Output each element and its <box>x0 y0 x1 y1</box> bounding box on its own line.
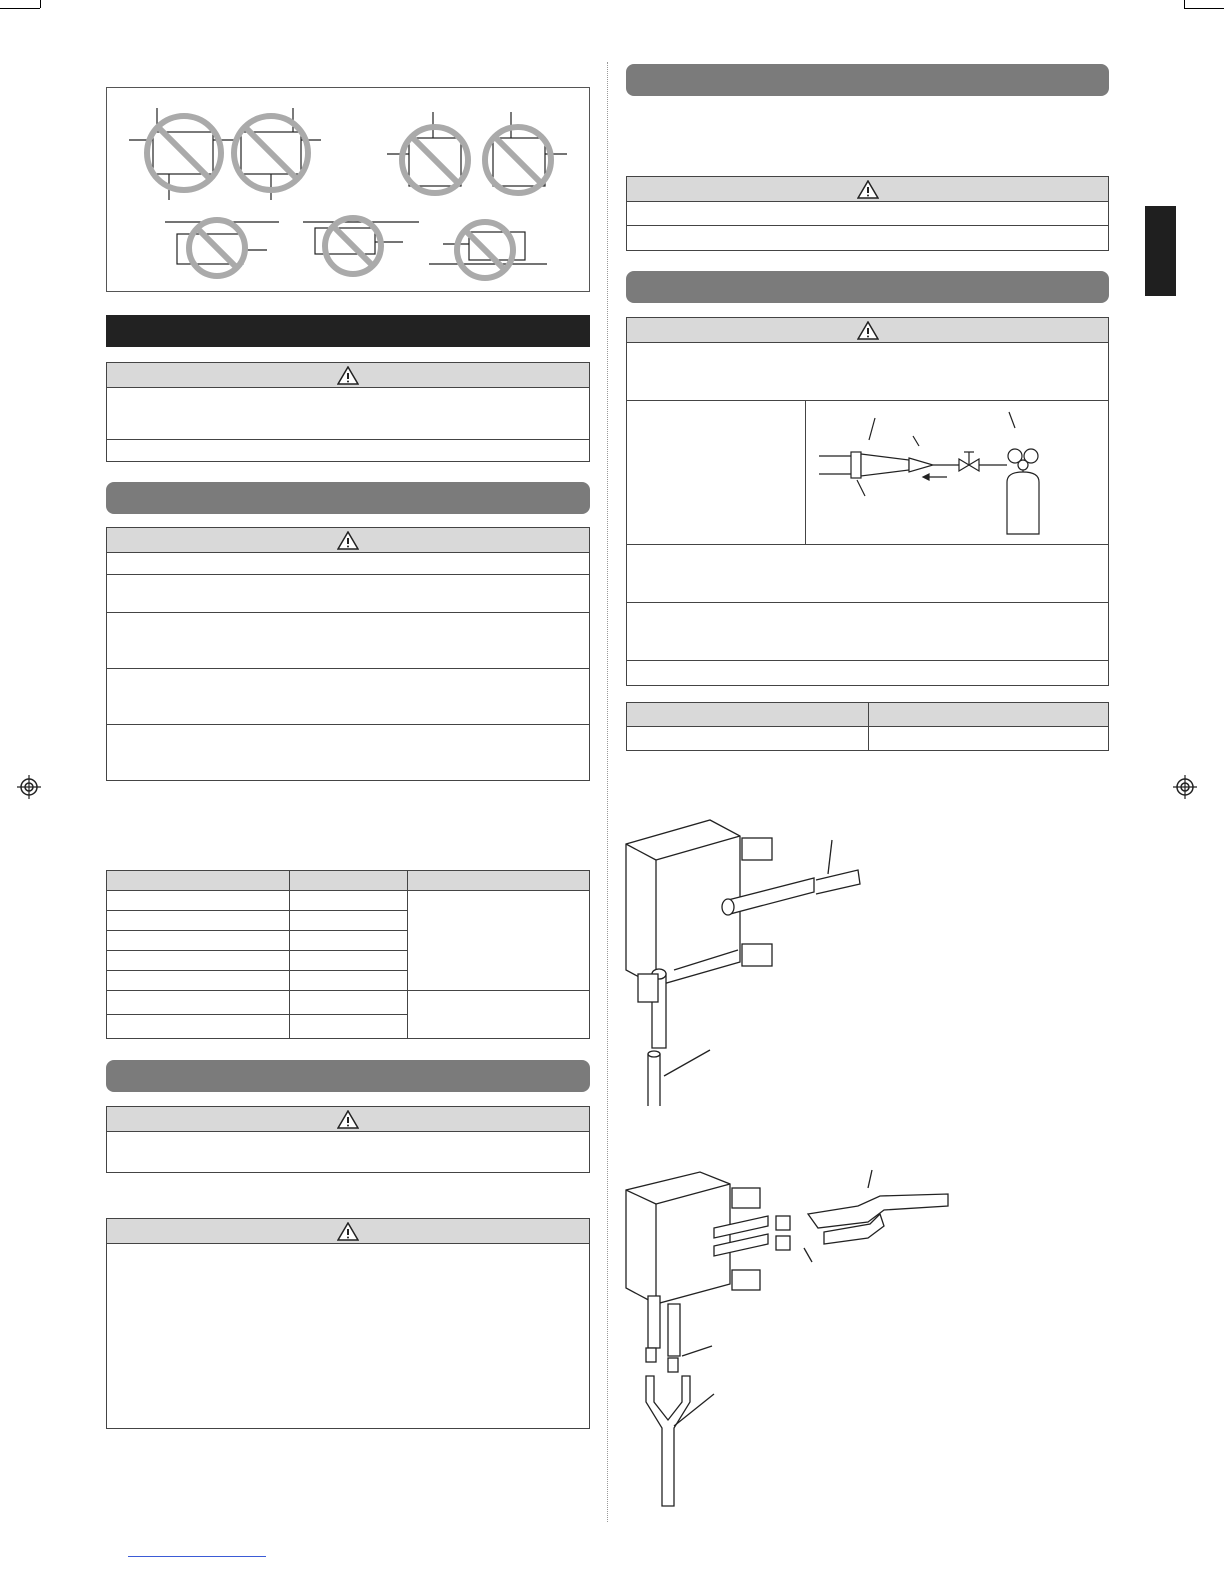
crop-mark-top-right-h <box>1184 8 1224 9</box>
brazing-figure <box>809 406 1107 540</box>
warning-header <box>107 363 589 388</box>
warning-box <box>106 1106 590 1173</box>
row-divider <box>107 574 589 575</box>
cell-divider <box>805 400 806 544</box>
crop-mark-top-left-v <box>40 0 41 8</box>
table-header-cell <box>290 871 408 891</box>
orientation-figure <box>106 87 590 292</box>
warning-header <box>107 528 589 553</box>
warning-triangle-icon <box>857 321 879 340</box>
row-divider <box>627 225 1108 226</box>
table-cell <box>408 991 590 1039</box>
table-cell <box>107 911 290 931</box>
specification-table <box>626 702 1109 751</box>
table-cell <box>107 931 290 951</box>
row-divider <box>107 612 589 613</box>
warning-triangle-icon <box>857 180 879 199</box>
prohibited-orientations-drawing <box>107 88 589 291</box>
warning-box <box>106 527 590 781</box>
row-divider <box>107 724 589 725</box>
registration-mark-icon <box>16 774 42 800</box>
specification-table <box>106 870 590 1039</box>
warning-box <box>106 1218 590 1429</box>
registration-mark-icon <box>1172 774 1198 800</box>
table-cell <box>290 951 408 971</box>
table-cell <box>290 891 408 911</box>
warning-triangle-icon <box>337 531 359 550</box>
table-cell <box>290 971 408 991</box>
section-header-bar <box>626 64 1109 96</box>
table-cell <box>627 727 869 751</box>
row-divider <box>627 400 1108 401</box>
table-cell <box>107 991 290 1015</box>
table-header-cell <box>107 871 290 891</box>
row-divider <box>627 544 1108 545</box>
branch-pipe-figure <box>618 1166 958 1522</box>
table-header-cell <box>627 703 869 727</box>
language-side-tab <box>1145 206 1176 296</box>
warning-header <box>107 1107 589 1132</box>
warning-header <box>107 1219 589 1244</box>
section-header-bar <box>106 315 590 347</box>
column-divider <box>607 62 608 1522</box>
table-cell <box>290 1015 408 1039</box>
table-cell <box>107 951 290 971</box>
table-cell <box>107 891 290 911</box>
table-cell <box>107 1015 290 1039</box>
footer-link-underline[interactable] <box>128 1556 266 1557</box>
row-divider <box>627 660 1108 661</box>
warning-triangle-icon <box>337 1110 359 1129</box>
pipe-connection-figure <box>618 814 878 1110</box>
section-header-bar <box>106 1060 590 1092</box>
warning-header <box>627 177 1108 202</box>
table-header-cell <box>408 871 590 891</box>
section-header-bar <box>106 482 590 514</box>
table-cell <box>408 891 590 991</box>
warning-triangle-icon <box>337 1222 359 1241</box>
section-header-bar <box>626 271 1109 303</box>
crop-mark-top-left-h <box>0 8 40 9</box>
warning-header <box>627 318 1108 343</box>
warning-box <box>626 317 1109 686</box>
table-cell <box>869 727 1109 751</box>
table-cell <box>290 991 408 1015</box>
warning-box <box>626 176 1109 251</box>
table-cell <box>290 911 408 931</box>
table-cell <box>290 931 408 951</box>
warning-box <box>106 362 590 462</box>
table-cell <box>107 971 290 991</box>
warning-triangle-icon <box>337 366 359 385</box>
crop-mark-top-right-v <box>1184 0 1185 8</box>
row-divider <box>107 439 589 440</box>
table-header-cell <box>869 703 1109 727</box>
row-divider <box>627 602 1108 603</box>
row-divider <box>107 668 589 669</box>
